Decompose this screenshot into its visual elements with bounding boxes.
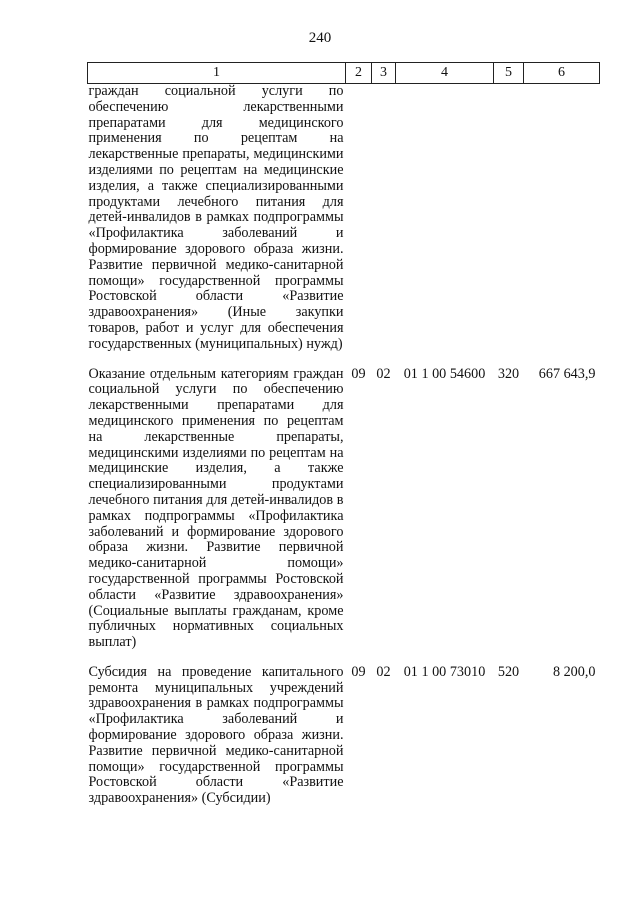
- table-row: [88, 651, 600, 807]
- row-amount: 667 643,9: [538, 365, 596, 382]
- header-col-2: 2: [346, 63, 372, 84]
- table-row: [88, 84, 600, 353]
- header-col-6: 6: [524, 63, 600, 84]
- row-target-article: 01 1 00 54600: [403, 365, 486, 382]
- row-expense-type: 520: [497, 663, 520, 680]
- row-expense-type: 320: [497, 365, 520, 382]
- row-section: 09: [351, 663, 366, 680]
- table-header-row: [88, 63, 600, 84]
- page-number: 240: [308, 30, 332, 46]
- row-amount: [524, 84, 600, 353]
- budget-table: [87, 62, 600, 807]
- row-section: [346, 84, 372, 353]
- row-target-article: [396, 84, 494, 353]
- header-col-4: 4: [396, 63, 494, 84]
- table-row: [88, 353, 600, 651]
- row-subsection: [372, 84, 396, 353]
- row-description: Субсидия на проведение капитального ремонта муниципальных учреждений здравоохранения в рамках подпрограммы «Профилактика заболеваний и формирование здорового образа жизни. Развитие первичной медико-санитарной помощи» государственной программы Ростовской области «Развитие здравоохранения» (Субсидии): [88, 663, 344, 807]
- row-subsection: 02: [376, 365, 391, 382]
- row-expense-type: [494, 84, 524, 353]
- row-section: 09: [351, 365, 366, 382]
- row-description: граждан социальной услуги по обеспечению лекарственными препаратами для медицинского применения по рецептам на лекарственные препараты, медицинскими изделиями по рецептам на медицинские изделия, а также специализированными продуктами лечебного питания для детей-инвалидов в рамках подпрограммы «Профилактика заболеваний и формирование здорового образа жизни. Развитие первичной медико-санитарной помощи» государственной программы Ростовской области «Развитие здравоохранения» (Иные закупки товаров, работ и услуг для обеспечения государственных (муниципальных) нужд): [88, 83, 344, 352]
- row-target-article: 01 1 00 73010: [403, 663, 486, 680]
- row-subsection: 02: [376, 663, 391, 680]
- header-col-3: 3: [372, 63, 396, 84]
- header-col-1: 1: [88, 63, 346, 84]
- row-amount: 8 200,0: [552, 663, 596, 680]
- row-description: Оказание отдельным категориям граждан социальной услуги по обеспечению лекарственными препаратами для медицинского применения по рецептам на лекарственные препараты, медицинскими изделиями по рецептам на медицинские изделия, а также специализированными продуктами лечебного питания для детей-инвалидов в рамках подпрограммы «Профилактика заболеваний и формирование здорового образа жизни. Развитие первичной медико-санитарной помощи» государственной программы Ростовской области «Развитие здравоохранения» (Социальные выплаты гражданам, кроме публичных нормативных социальных выплат): [88, 365, 344, 651]
- header-col-5: 5: [494, 63, 524, 84]
